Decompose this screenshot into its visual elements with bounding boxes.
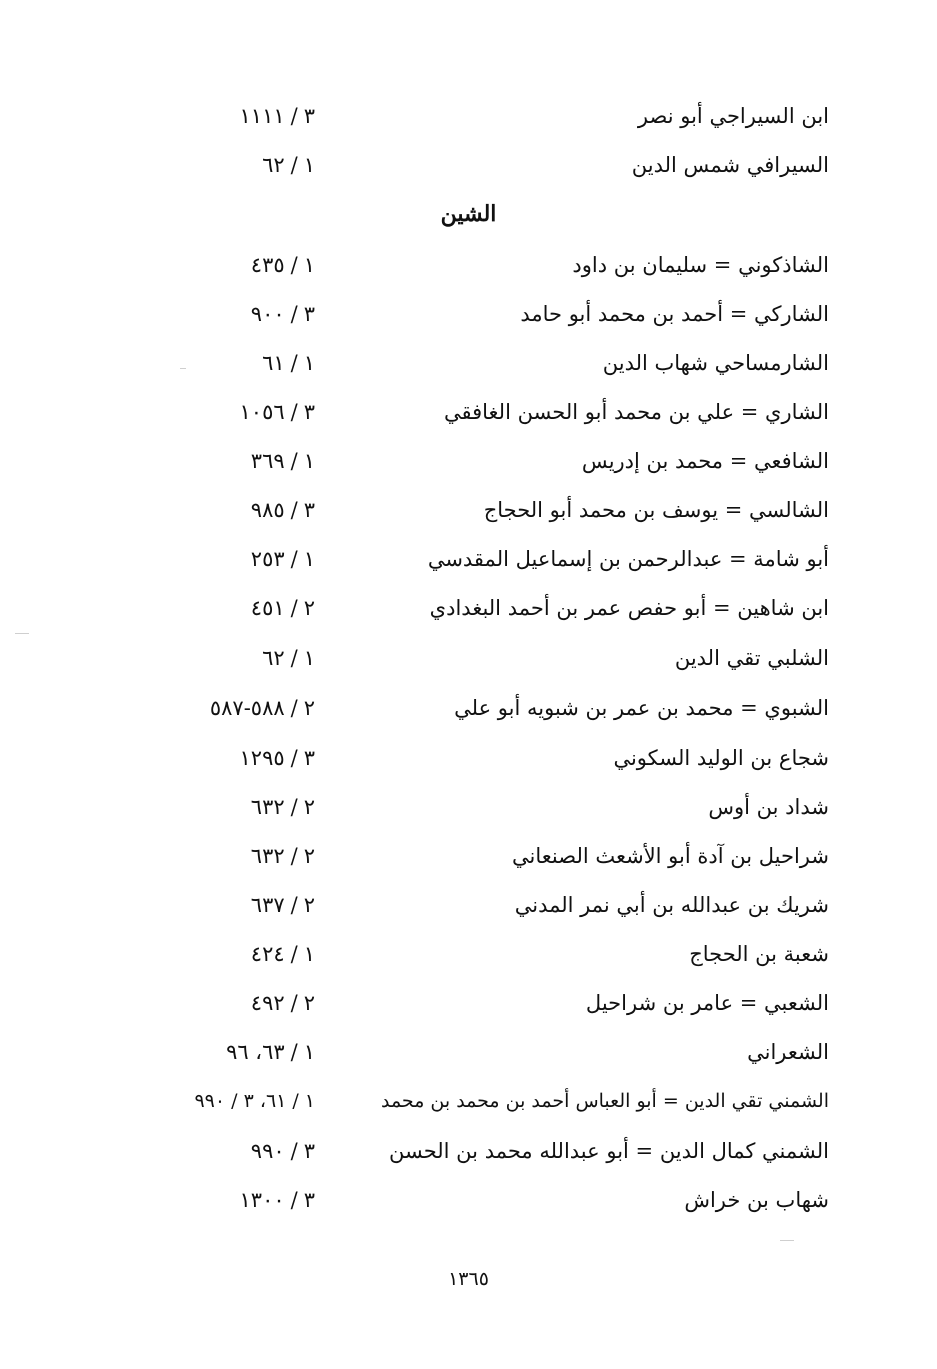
entry-pages: ٦٢ — [262, 646, 285, 670]
index-entry — [0, 887, 937, 923]
entry-name: الشمني كمال الدين = أبو عبدالله محمد بن الحسن — [389, 1139, 829, 1163]
entry-pages: ٤٩٢ — [250, 991, 285, 1015]
entry-volume: ٣ — [303, 498, 315, 522]
entry-name: الشعراني — [747, 1040, 829, 1064]
entry-pages: ٩٩٠ — [250, 1139, 285, 1163]
entry-pages: ٦٣، ٩٦ — [226, 1040, 285, 1064]
entry-reference: ١/٦١، ٣ / ٩٩٠ — [194, 1090, 315, 1112]
entry-pages: ٦١، ٣ / ٩٩٠ — [194, 1090, 287, 1112]
index-entry — [0, 690, 937, 726]
entry-volume: ١ — [303, 153, 315, 177]
index-entry — [0, 98, 937, 134]
entry-name: الشاذكوني = سليمان بن داود — [572, 253, 829, 277]
entry-reference: ١/٣٦٩ — [250, 449, 315, 473]
entry-volume: ٢ — [303, 795, 315, 819]
entry-name: شداد بن أوس — [708, 795, 829, 819]
entry-volume: ٣ — [303, 302, 315, 326]
entry-pages: ١٣٠٠ — [239, 1188, 285, 1212]
entry-reference: ١/٦٢ — [262, 646, 315, 670]
entry-name: الشاري = علي بن محمد أبو الحسن الغافقي — [443, 400, 829, 424]
entry-pages: ٥٨٨-٥٨٧ — [209, 696, 285, 720]
entry-pages: ٦٣٧ — [250, 893, 285, 917]
entry-volume: ١ — [303, 646, 315, 670]
entry-reference: ٣/١٠٥٦ — [239, 400, 315, 424]
entry-name: شهاب بن خراش — [684, 1188, 829, 1212]
entry-pages: ٦٢ — [262, 153, 285, 177]
entry-pages: ١٠٥٦ — [239, 400, 285, 424]
entry-pages: ١١١١ — [239, 104, 285, 128]
index-entry — [0, 443, 937, 479]
index-entry — [0, 1182, 937, 1218]
entry-volume: ١ — [303, 942, 315, 966]
entry-volume: ٢ — [303, 596, 315, 620]
index-entry — [0, 740, 937, 776]
entry-pages: ٢٥٣ — [250, 547, 285, 571]
entry-reference: ١/٤٢٤ — [250, 942, 315, 966]
entry-volume: ١ — [304, 1090, 315, 1112]
entry-pages: ٩٠٠ — [250, 302, 285, 326]
entry-pages: ٩٨٥ — [250, 498, 285, 522]
entry-volume: ٢ — [303, 696, 315, 720]
entry-name: الشلبي تقي الدين — [674, 646, 829, 670]
index-entry — [0, 345, 937, 381]
index-entry — [0, 590, 937, 626]
entry-reference: ٢/٤٩٢ — [250, 991, 315, 1015]
entry-volume: ١ — [303, 1040, 315, 1064]
entry-reference: ٣/٩٨٥ — [250, 498, 315, 522]
entry-volume: ٣ — [303, 1139, 315, 1163]
entry-name: أبو شامة = عبدالرحمن بن إسماعيل المقدسي — [427, 547, 829, 571]
entry-name: الشبوي = محمد بن عمر بن شبويه أبو علي — [454, 696, 829, 720]
entry-reference: ١/٦١ — [262, 351, 315, 375]
entry-volume: ٣ — [303, 746, 315, 770]
entry-pages: ٤٢٤ — [250, 942, 285, 966]
entry-volume: ٢ — [303, 991, 315, 1015]
entry-volume: ٣ — [303, 1188, 315, 1212]
entry-reference: ٢/٦٣٢ — [250, 795, 315, 819]
entry-pages: ٦٣٢ — [250, 795, 285, 819]
entry-name: الشعبي = عامر بن شراحيل — [585, 991, 829, 1015]
entry-reference: ١/٤٣٥ — [250, 253, 315, 277]
entry-name: الشافعي = محمد بن إدريس — [581, 449, 829, 473]
entry-name: شجاع بن الوليد السكوني — [613, 746, 829, 770]
entry-pages: ٤٥١ — [250, 596, 285, 620]
index-entry — [0, 1034, 937, 1070]
index-entry — [0, 492, 937, 528]
section-heading: الشين — [440, 201, 497, 227]
scan-speck — [15, 633, 29, 634]
entry-name: الشارمساحي شهاب الدين — [602, 351, 829, 375]
entry-reference: ٣/٩٠٠ — [250, 302, 315, 326]
entry-name: السيرافي شمس الدين — [631, 153, 829, 177]
entry-reference: ١/٦٢ — [262, 153, 315, 177]
entry-pages: ٦١ — [262, 351, 285, 375]
entry-reference: ٣/٩٩٠ — [250, 1139, 315, 1163]
entry-name: الشمني تقي الدين = أبو العباس أحمد بن محمد بن محمد — [380, 1090, 829, 1112]
index-entry — [0, 1083, 937, 1119]
entry-name: شراحيل بن آدة أبو الأشعث الصنعاني — [512, 844, 829, 868]
entry-reference: ١/٢٥٣ — [250, 547, 315, 571]
entry-volume: ٣ — [303, 104, 315, 128]
entry-name: شعبة بن الحجاج — [689, 942, 829, 966]
entry-reference: ٢/٦٣٢ — [250, 844, 315, 868]
index-entry — [0, 247, 937, 283]
entry-name: الشاركي = أحمد بن محمد أبو حامد — [520, 302, 829, 326]
page-number: ١٣٦٥ — [448, 1268, 489, 1290]
scan-speck — [780, 1240, 794, 1241]
scan-speck — [180, 368, 186, 369]
index-entry — [0, 296, 937, 332]
entry-volume: ١ — [303, 351, 315, 375]
index-entry — [0, 985, 937, 1021]
index-entry — [0, 1133, 937, 1169]
entry-reference: ٣/١٣٠٠ — [239, 1188, 315, 1212]
entry-name: ابن شاهين = أبو حفص عمر بن أحمد البغدادي — [429, 596, 829, 620]
entry-volume: ٢ — [303, 844, 315, 868]
index-entry — [0, 640, 937, 676]
entry-reference: ١/٦٣، ٩٦ — [226, 1040, 315, 1064]
entry-name: شريك بن عبدالله بن أبي نمر المدني — [514, 893, 829, 917]
entry-reference: ٢/٤٥١ — [250, 596, 315, 620]
index-entry — [0, 936, 937, 972]
entry-reference: ٢/٦٣٧ — [250, 893, 315, 917]
entry-name: ابن السيراجي أبو نصر — [637, 104, 829, 128]
entry-name: الشالسي = يوسف بن محمد أبو الحجاج — [483, 498, 829, 522]
index-entry — [0, 838, 937, 874]
entry-volume: ١ — [303, 253, 315, 277]
entry-pages: ٦٣٢ — [250, 844, 285, 868]
entry-volume: ١ — [303, 547, 315, 571]
entry-reference: ٣/١١١١ — [239, 104, 315, 128]
entry-reference: ٣/١٢٩٥ — [239, 746, 315, 770]
index-entry — [0, 541, 937, 577]
index-entry — [0, 394, 937, 430]
index-entry — [0, 789, 937, 825]
entry-pages: ٣٦٩ — [250, 449, 285, 473]
entry-pages: ١٢٩٥ — [239, 746, 285, 770]
entry-reference: ٢/٥٨٨-٥٨٧ — [209, 696, 315, 720]
entry-pages: ٤٣٥ — [250, 253, 285, 277]
index-entry — [0, 147, 937, 183]
entry-volume: ٢ — [303, 893, 315, 917]
entry-volume: ٣ — [303, 400, 315, 424]
entry-volume: ١ — [303, 449, 315, 473]
